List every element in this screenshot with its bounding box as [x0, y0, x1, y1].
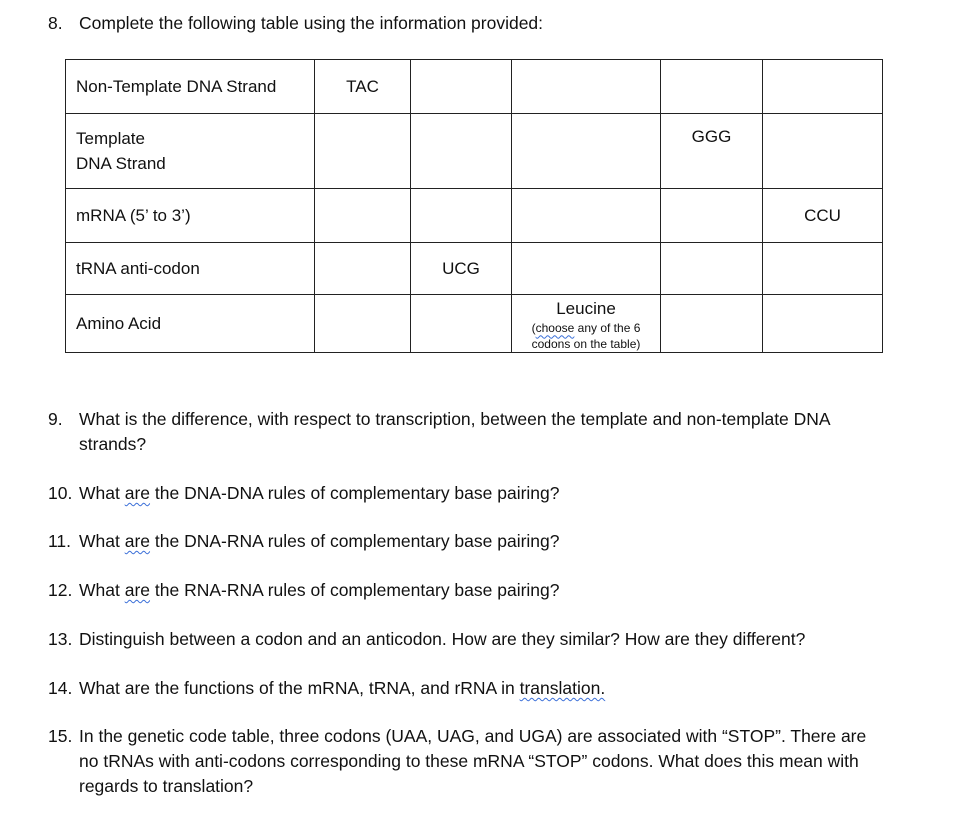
row-label: mRNA (5’ to 3’) — [66, 189, 315, 243]
table-row — [66, 189, 883, 243]
amino-acid-note-line2: codons on the table) — [531, 336, 641, 351]
spellcheck-word: translation. — [519, 678, 606, 698]
table-cell[interactable] — [411, 114, 512, 189]
dna-table — [65, 59, 883, 353]
text-part: What — [79, 483, 125, 503]
amino-acid-name: Leucine — [556, 298, 616, 318]
spellcheck-word: are — [124, 483, 151, 503]
table-cell[interactable] — [315, 114, 411, 189]
row-label-line: DNA Strand — [76, 154, 166, 173]
question-number: 10. — [48, 483, 73, 503]
text-part: What — [79, 531, 125, 551]
table-cell[interactable] — [661, 243, 763, 295]
question-number: 11. — [48, 531, 72, 551]
table-row — [66, 60, 883, 114]
table-cell[interactable] — [763, 114, 883, 189]
question-14 — [48, 676, 928, 701]
question-text — [79, 407, 928, 457]
question-13 — [48, 627, 928, 652]
row-label: tRNA anti-codon — [66, 243, 315, 295]
question-line: strands? — [79, 434, 147, 454]
question-10 — [48, 481, 928, 506]
question-text: Complete the following table using the information provided: — [79, 13, 544, 33]
table-cell[interactable] — [411, 295, 512, 353]
table-cell[interactable] — [411, 189, 512, 243]
question-number: 14. — [48, 678, 73, 698]
question-text — [79, 724, 928, 799]
question-number: 13. — [48, 629, 73, 649]
question-number: 15. — [48, 726, 73, 746]
note-text: any of the 6 — [574, 320, 641, 335]
table-cell[interactable]: CCU — [763, 189, 883, 243]
leucine-cell[interactable] — [512, 295, 661, 353]
table-cell[interactable]: TAC — [315, 60, 411, 114]
table-cell[interactable] — [763, 295, 883, 353]
question-number: 9. — [48, 409, 63, 429]
question-text: Distinguish between a codon and an anticodon. How are they similar? How are they different? — [79, 629, 806, 649]
table-cell[interactable] — [763, 243, 883, 295]
table-cell[interactable]: GGG — [661, 114, 763, 189]
table-cell[interactable] — [763, 60, 883, 114]
row-label — [66, 114, 315, 189]
spellcheck-word: are — [124, 580, 151, 600]
question-15 — [48, 724, 928, 799]
question-number: 12. — [48, 580, 73, 600]
text-part: the DNA-DNA rules of complementary base pairing? — [150, 483, 560, 503]
table-cell[interactable] — [512, 114, 661, 189]
question-12 — [48, 578, 928, 603]
spellcheck-word: choose — [535, 320, 575, 335]
table-cell[interactable] — [512, 189, 661, 243]
spellcheck-word: are — [124, 531, 151, 551]
table-cell[interactable] — [661, 189, 763, 243]
row-label: Amino Acid — [66, 295, 315, 353]
question-line: no tRNAs with anti-codons corresponding to these mRNA “STOP” codons. What does this mean with — [79, 751, 859, 771]
question-text — [79, 578, 928, 603]
table-cell[interactable] — [661, 60, 763, 114]
row-label: Non-Template DNA Strand — [66, 60, 315, 114]
question-11 — [48, 529, 928, 554]
question-line: regards to translation? — [79, 776, 254, 796]
table-row — [66, 114, 883, 189]
question-line: In the genetic code table, three codons (UAA, UAG, and UGA) are associated with “STOP”. There are — [79, 726, 867, 746]
question-9 — [48, 407, 928, 457]
text-part: What — [79, 580, 125, 600]
table-cell[interactable]: UCG — [411, 243, 512, 295]
text-part: the DNA-RNA rules of complementary base pairing? — [150, 531, 560, 551]
row-label-line: Template — [76, 129, 145, 148]
table-cell[interactable] — [661, 295, 763, 353]
question-8 — [48, 11, 928, 36]
table-cell[interactable] — [411, 60, 512, 114]
table-cell[interactable] — [315, 295, 411, 353]
question-line: What is the difference, with respect to transcription, between the template and non-template DNA — [79, 409, 831, 429]
table-cell[interactable] — [315, 189, 411, 243]
table-cell[interactable] — [512, 60, 661, 114]
table-cell[interactable] — [315, 243, 411, 295]
amino-acid-note: (choose any of the 6 — [531, 320, 641, 335]
text-part: What are the functions of the mRNA, tRNA, and rRNA in — [79, 678, 520, 698]
question-text — [79, 481, 928, 506]
table-row — [66, 243, 883, 295]
question-number: 8. — [48, 13, 63, 33]
text-part: the RNA-RNA rules of complementary base pairing? — [150, 580, 560, 600]
table-cell[interactable] — [512, 243, 661, 295]
question-text — [79, 676, 928, 701]
question-text — [79, 529, 928, 554]
table-row — [66, 295, 883, 353]
